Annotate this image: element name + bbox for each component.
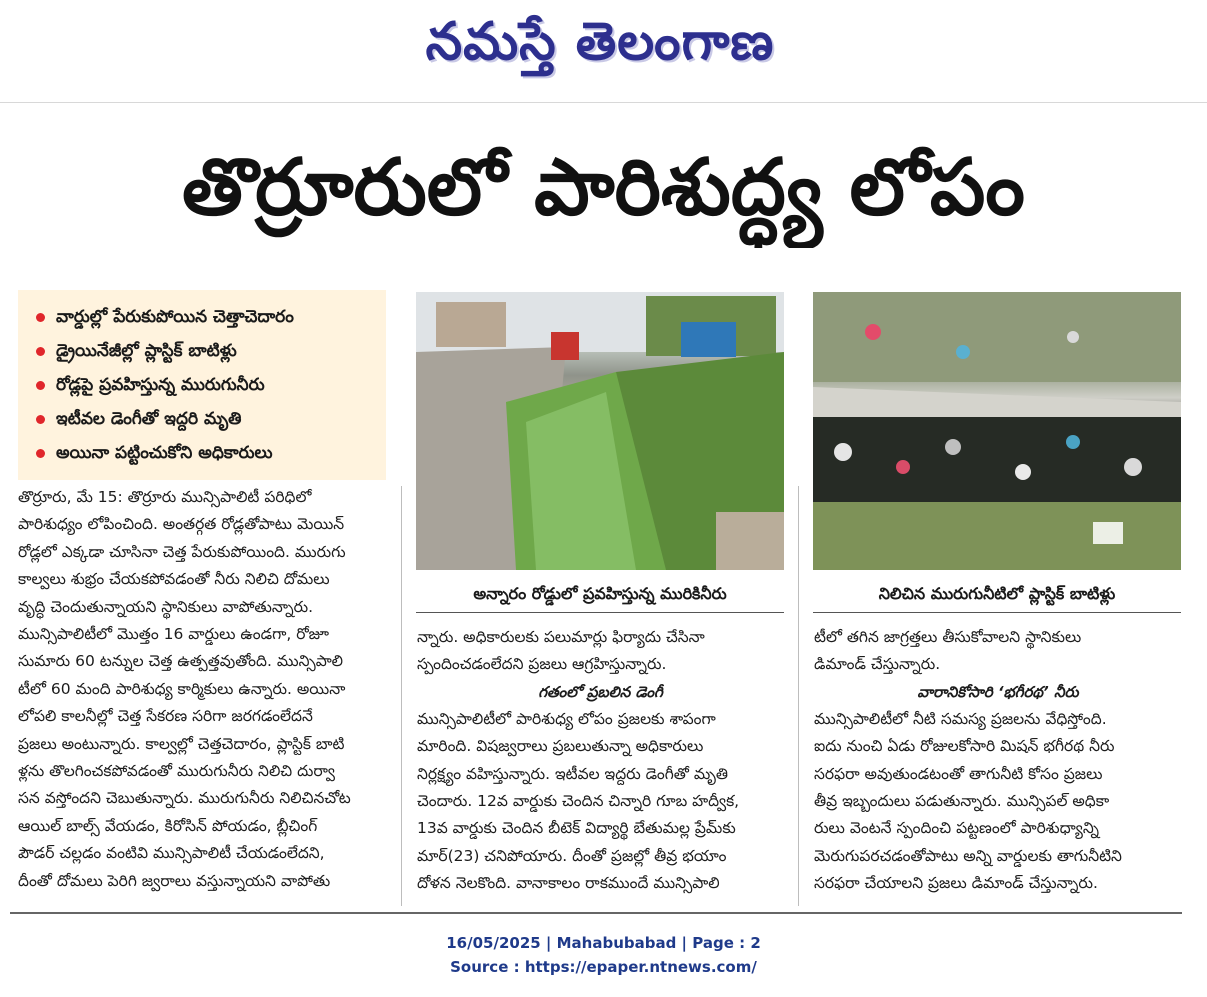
body-line: స్పందించడంలేదని ప్రజలు ఆగ్రహిస్తున్నారు. bbox=[417, 655, 667, 674]
body-line: సుమారు 60 టన్నుల చెత్త ఉత్పత్తవుతోంది. మున్సిపాలి bbox=[18, 652, 344, 671]
body-line: వృద్ధి చెందుతున్నాయని స్థానికులు వాపోతున్నారు. bbox=[18, 597, 314, 616]
body-line: సరఫరా అవుతుండటంతో తాగునీటి కోసం ప్రజలు bbox=[814, 764, 1103, 783]
section-subheading: వారానికోసారి ‘భగీరథ’ నీరు bbox=[917, 682, 1079, 701]
highlight-item: వార్డుల్లో పేరుకుపోయిన చెత్తాచెదారం bbox=[34, 300, 386, 334]
photo-caption: అన్నారం రోడ్డులో ప్రవహిస్తున్న మురికినీరు bbox=[416, 576, 784, 613]
body-line: రోడ్లలో ఎక్కడా చూసినా చెత్త పేరుకుపోయింది. మురుగు bbox=[18, 542, 346, 561]
body-line: రులు వెంటనే స్పందించి పట్టణంలో పారిశుధ్యాన్ని bbox=[814, 819, 1100, 838]
masthead bbox=[0, 0, 1207, 103]
body-line: న్నారు. అధికారులకు పలుమార్లు ఫిర్యాదు చేసినా bbox=[417, 628, 705, 646]
article-headline: తొర్రూరులో పారిశుద్ధ్య లోపం bbox=[182, 143, 1025, 233]
body-line: మార్(23) చనిపోయారు. దీంతో ప్రజల్లో తీవ్ర భయాం bbox=[417, 846, 727, 865]
body-line: ఐదు నుంచి ఏడు రోజులకోసారి మిషన్ భగీరథ నీరు bbox=[814, 737, 1115, 756]
source-link[interactable]: Source : https://epaper.ntnews.com/ bbox=[450, 958, 757, 976]
body-line: దోళన నెలకొంది. వానాకాలం రాకముందే మున్సిపాలి bbox=[417, 874, 720, 893]
body-line: పారిశుధ్యం లోపించింది. అంతర్గత రోడ్లతోపాటు మెయిన్ bbox=[18, 515, 345, 534]
highlight-item: ఇటీవల డెంగీతో ఇద్దరి మృతి bbox=[34, 402, 386, 436]
body-line: కాల్వలు శుభ్రం చేయకపోవడంతో నీరు నిలిచి దోమలు bbox=[18, 570, 330, 589]
body-line: సన వస్తోందని చెబుతున్నారు. మురుగునీరు నిలిచినచోట bbox=[18, 789, 351, 808]
footer-divider bbox=[10, 912, 1182, 914]
body-line: మున్సిపాలిటీలో మొత్తం 16 వార్డులు ఉండగా, రోజూ bbox=[18, 625, 330, 644]
drain-plastic-bottles-photo bbox=[813, 292, 1181, 570]
body-line: ప్రజలు అంటున్నారు. కాల్వల్లో చెత్తచెదారం, ప్లాస్టిక్ బాటి bbox=[18, 734, 345, 753]
highlight-item: అయినా పట్టించుకోని అధికారులు bbox=[34, 436, 386, 470]
body-line: మారింది. విషజ్వరాలు ప్రబలుతున్నా అధికారులు bbox=[417, 737, 704, 756]
body-line: 13వ వార్డుకు చెందిన బీటెక్ విద్యార్థి బేతుమల్ల ప్రేమ్‌కు bbox=[417, 819, 736, 838]
column-divider bbox=[798, 486, 799, 906]
photo-caption: నిలిచిన మురుగునీటిలో ప్లాస్టిక్ బాటిళ్లు bbox=[813, 576, 1181, 613]
article-column-3 bbox=[814, 624, 1182, 898]
body-line: చెందారు. 12వ వార్డుకు చెందిన చిన్నారి గూబ హద్వీక, bbox=[417, 792, 740, 811]
body-line: మున్సిపాలిటీలో పారిశుధ్య లోపం ప్రజలకు శాపంగా bbox=[417, 709, 716, 728]
bullet-dot-icon bbox=[36, 449, 45, 458]
bullet-dot-icon bbox=[36, 415, 45, 424]
bullet-dot-icon bbox=[36, 347, 45, 356]
bullet-dot-icon bbox=[36, 381, 45, 390]
body-line: టీలో తగిన జాగ్రత్తలు తీసుకోవాలని స్థానికులు bbox=[814, 628, 1082, 646]
article-column-2 bbox=[417, 624, 784, 898]
body-line: ళ్లను తొలగించకపోవడంతో మురుగునీరు నిలిచి దుర్వా bbox=[18, 762, 336, 781]
body-line: నిర్లక్ష్యం వహిస్తున్నారు. ఇటీవల ఇద్దరు డెంగీతో మృతి bbox=[417, 764, 728, 783]
body-line: దీంతో దోమలు పెరిగి జ్వరాలు వస్తున్నాయని వాపోతు bbox=[18, 871, 331, 890]
section-subheading: గతంలో ప్రబలిన డెంగీ bbox=[538, 682, 663, 701]
body-line: మున్సిపాలిటీలో నీటి సమస్య ప్రజలను వేధిస్తోంది. bbox=[814, 709, 1107, 728]
bullet-dot-icon bbox=[36, 313, 45, 322]
edition-info: 16/05/2025 | Mahabubabad | Page : 2 bbox=[446, 934, 761, 952]
road-drain-illustration bbox=[416, 292, 784, 570]
highlight-item: రోడ్లపై ప్రవహిస్తున్న మురుగునీరు bbox=[34, 368, 386, 402]
drain-plastic-illustration bbox=[813, 292, 1181, 570]
article-column-1 bbox=[18, 484, 388, 895]
body-line: తీవ్ర ఇబ్బందులు పడుతున్నారు. మున్సిపల్ అధికా bbox=[814, 792, 1110, 811]
highlights-box bbox=[18, 290, 386, 480]
newspaper-logo: నమస్తే తెలంగాణ bbox=[425, 12, 775, 72]
body-line: డిమాండ్ చేస్తున్నారు. bbox=[814, 655, 941, 674]
highlight-item: డ్రైయినేజీల్లో ప్లాస్టిక్ బాటిళ్లు bbox=[34, 334, 386, 368]
body-line: మెరుగుపరచడంతోపాటు అన్ని వార్డులకు తాగునీటిని bbox=[814, 846, 1122, 865]
body-line: ఆయిల్ బాల్స్ వేయడం, కిరోసిన్ పోయడం, బ్లీచింగ్ bbox=[18, 816, 318, 835]
body-line: లోపలి కాలనీల్లో చెత్త సేకరణ సరిగా జరగడంలేదనే bbox=[18, 707, 313, 726]
body-line: తొర్రూరు, మే 15: తొర్రూరు మున్సిపాలిటీ పరిధిలో bbox=[18, 488, 312, 506]
road-drain-photo bbox=[416, 292, 784, 570]
body-line: టీలో 60 మంది పారిశుధ్య కార్మికులు ఉన్నారు. అయినా bbox=[18, 679, 346, 698]
body-line: పౌడర్ చల్లడం వంటివి మున్సిపాలిటీ చేయడంలేదని, bbox=[18, 844, 325, 863]
body-line: సరఫరా చేయాలని ప్రజలు డిమాండ్ చేస్తున్నారు. bbox=[814, 874, 1098, 893]
column-divider bbox=[401, 486, 402, 906]
